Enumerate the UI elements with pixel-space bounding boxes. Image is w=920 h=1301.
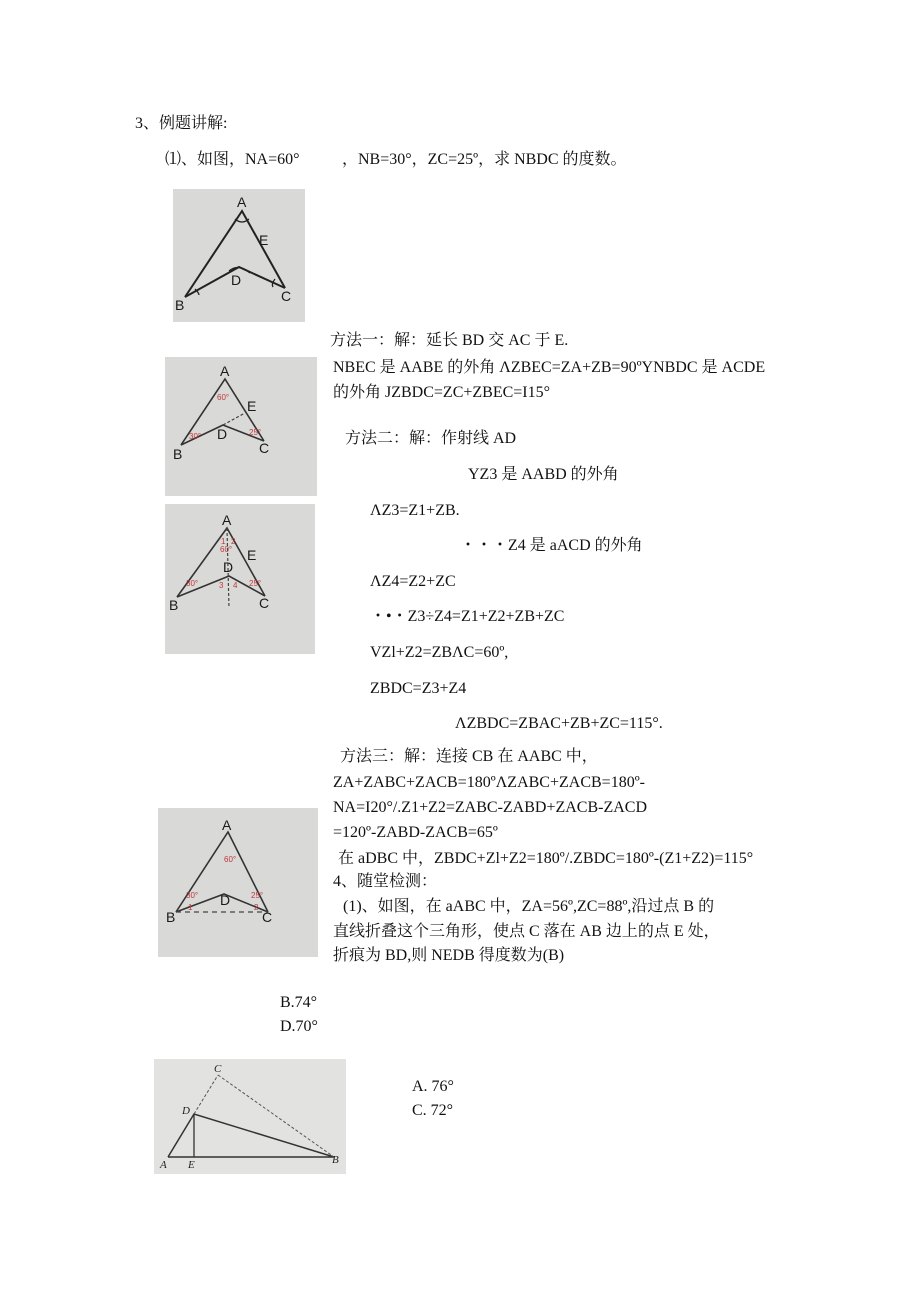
label-a: A: [220, 363, 230, 379]
angle-25: 25°: [249, 579, 262, 588]
label-b: B: [166, 909, 176, 925]
figure-quiz: [154, 1059, 346, 1174]
label-b: B: [175, 297, 185, 313]
label-d: D: [223, 559, 234, 575]
figure-problem: [173, 189, 305, 322]
angle-3: 3: [219, 581, 224, 590]
angle-60: 60°: [220, 545, 233, 554]
angle-25: 25°: [249, 428, 262, 437]
method2-line1: YZ3 是 AABD 的外角: [468, 466, 619, 483]
angle-60: 60°: [217, 393, 230, 402]
label-b: B: [332, 1154, 339, 1166]
method3-heading: 方法三：解：连接 CB 在 AABC 中，: [340, 748, 598, 765]
quiz-q1-line3: 折痕为 BD,则 NEDB 得度数为(B): [333, 947, 565, 964]
angle-30: 30°: [186, 891, 199, 900]
section-title: 3、例题讲解:: [135, 115, 228, 132]
method2-line7: ZBDC=Z3+Z4: [370, 680, 467, 697]
option-b: B.74°: [280, 994, 318, 1011]
quiz-q1-line2: 直线折叠这个三角形，使点 C 落在 AB 边上的点 E 处，: [333, 923, 720, 940]
label-d: D: [231, 272, 242, 288]
label-a: A: [222, 817, 232, 833]
label-d: D: [182, 1105, 190, 1117]
method2-line3: ・・・Z4 是 aACD 的外角: [460, 537, 643, 554]
method2-line8: ΛZBDC=ZBAC+ZB+ZC=115°.: [455, 715, 663, 732]
label-c: C: [281, 288, 292, 304]
angle-2: 2: [231, 537, 236, 546]
figure-method2: [165, 504, 315, 654]
angle-1: 1: [221, 537, 226, 546]
method1-heading: 方法一：解：延长 BD 交 AC 于 E.: [330, 332, 569, 349]
angle-60: 60°: [224, 855, 237, 864]
angle-30: 30°: [186, 579, 199, 588]
angle-25: 25°: [251, 891, 264, 900]
angle-30: 30°: [189, 432, 202, 441]
figure-method3: [158, 808, 318, 957]
problem1-rest: ，NB=30°，ZC=25º，求 NBDC 的度数。: [342, 151, 627, 168]
label-a: A: [222, 512, 232, 528]
method2-line5: ・•・Z3÷Z4=Z1+Z2+ZB+ZC: [370, 608, 565, 625]
figure-method1: [165, 357, 317, 496]
option-c: C. 72°: [412, 1102, 454, 1119]
method1-line1: NBEC 是 AABE 的外角 ΛZBEC=ZA+ZB=90ºYNBDC 是 ACDE: [333, 359, 766, 376]
method3-line3: =120º-ZABD-ZACB=65º: [333, 824, 498, 841]
angle-4: 4: [233, 581, 238, 590]
label-d: D: [220, 892, 231, 908]
label-d: D: [217, 426, 228, 442]
method2-line6: VZl+Z2=ZBΛC=60º,: [370, 644, 509, 661]
label-a: A: [237, 194, 247, 210]
method3-line1: ZA+ZABC+ZACB=180ºΛZABC+ZACB=180º-: [333, 774, 645, 791]
method3-line4: 在 aDBC 中，ZBDC+Zl+Z2=180º/.ZBDC=180º-(Z1+Z2)=115°: [338, 850, 754, 867]
quiz-heading: 4、随堂检测：: [333, 873, 438, 890]
angle-2: 2: [254, 903, 259, 912]
method2-line2: ΛZ3=Z1+ZB.: [370, 502, 460, 519]
method2-heading: 方法二：解：作射线 AD: [345, 430, 517, 447]
option-a: A. 76°: [412, 1078, 454, 1095]
label-c: C: [259, 440, 270, 456]
problem1-prefix: ⑴、如图，NA=60°: [165, 151, 300, 168]
option-d: D.70°: [280, 1018, 318, 1035]
label-a: A: [160, 1159, 167, 1171]
label-e: E: [247, 547, 257, 563]
label-c: C: [214, 1063, 222, 1075]
method1-line2: 的外角 JZBDC=ZC+ZBEC=I15°: [333, 384, 551, 401]
label-b: B: [169, 597, 179, 613]
label-e: E: [259, 232, 269, 248]
method2-line4: ΛZ4=Z2+ZC: [370, 573, 456, 590]
label-e: E: [247, 398, 257, 414]
label-c: C: [259, 595, 270, 611]
label-b: B: [173, 446, 183, 462]
label-c: C: [262, 909, 273, 925]
method3-line2: NA=I20°/.Z1+Z2=ZABC-ZABD+ZACB-ZACD: [333, 799, 648, 816]
label-e: E: [188, 1159, 195, 1171]
angle-1: 1: [188, 903, 193, 912]
quiz-q1-line1: (1)、如图，在 aABC 中，ZA=56º,ZC=88º,沿过点 B 的: [343, 898, 715, 915]
